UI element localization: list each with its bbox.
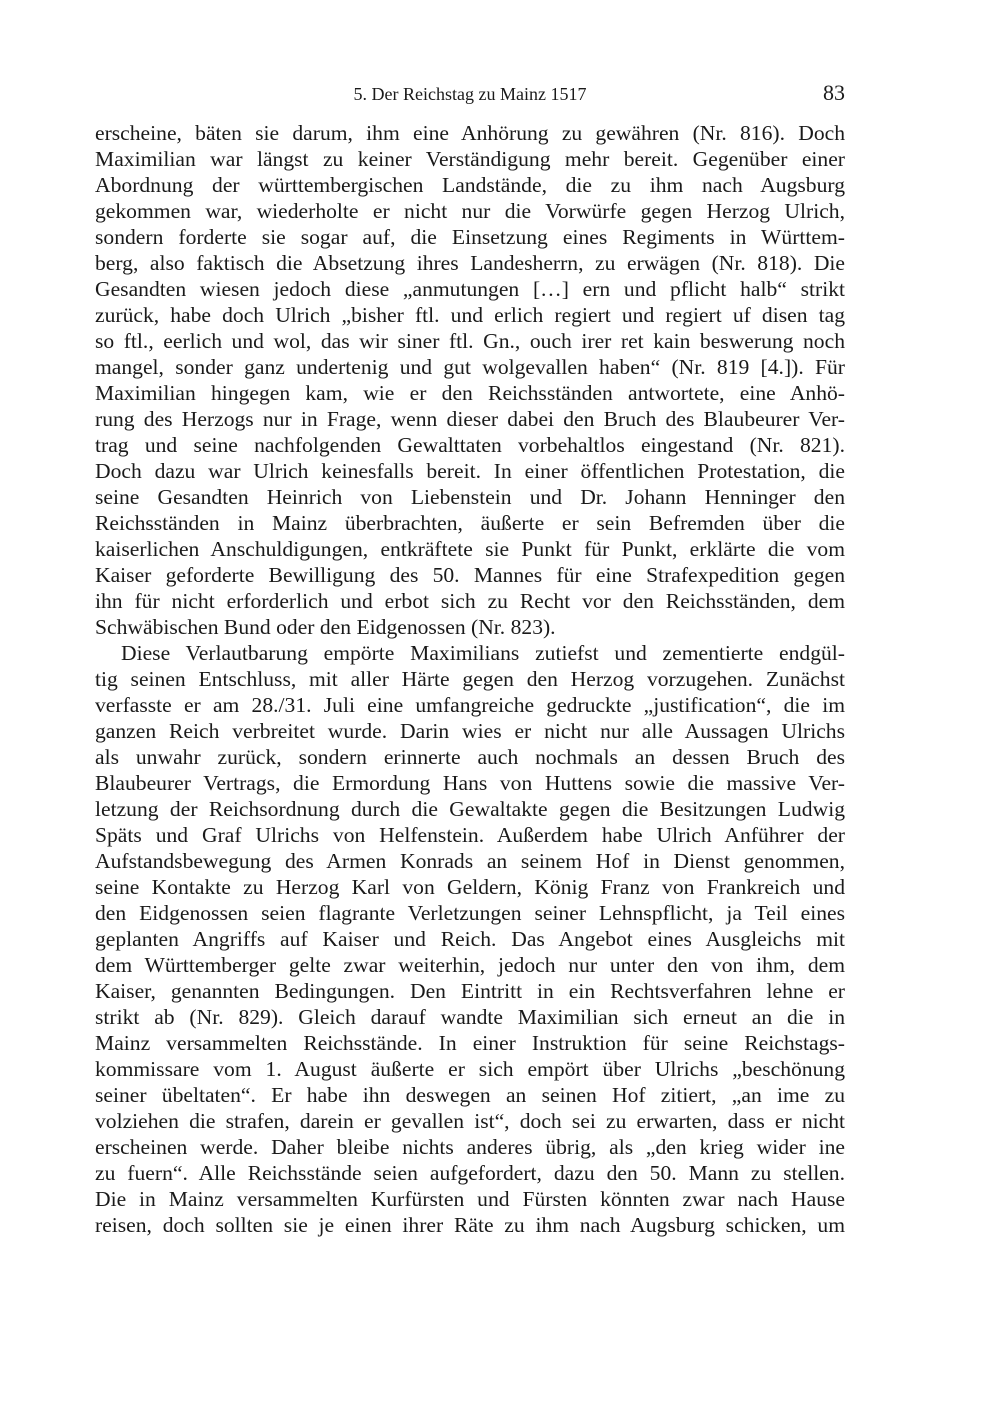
text-line: Späts und Graf Ulrichs von Helfenstein. Außerdem habe Ulrich Anführer der: [95, 823, 845, 847]
text-line: als unwahr zurück, sondern erinnerte auch nochmals an dessen Bruch des: [95, 745, 845, 769]
text-line: Die in Mainz versammelten Kurfürsten und Fürsten könnten zwar nach Hause: [95, 1187, 845, 1211]
paragraph: [95, 640, 845, 1238]
text-line: seine Kontakte zu Herzog Karl von Geldern, König Franz von Frankreich und: [95, 875, 845, 899]
text-line: zurück, habe doch Ulrich „bisher ftl. und erlich regiert und regiert uf disen tag: [95, 303, 845, 327]
text-line: erscheinen werde. Daher bleibe nichts anderes übrig, als „den krieg wider ine: [95, 1135, 845, 1159]
text-line: den Eidgenossen seien flagrante Verletzungen seiner Lehnspflicht, ja Teil eines: [95, 901, 845, 925]
text-line: trag und seine nachfolgenden Gewalttaten vorbehaltlos eingestand (Nr. 821).: [95, 433, 845, 457]
text-line: rung des Herzogs nur in Frage, wenn dieser dabei den Bruch des Blaubeurer Ver-: [95, 407, 845, 431]
text-line: seine Gesandten Heinrich von Liebenstein und Dr. Johann Henninger den: [95, 485, 845, 509]
text-line: berg, also faktisch die Absetzung ihres Landesherrn, zu erwägen (Nr. 818). Die: [95, 251, 845, 275]
text-line: kommissare vom 1. August äußerte er sich empört über Ulrichs „beschönung: [95, 1057, 845, 1081]
text-line: gekommen war, wiederholte er nicht nur die Vorwürfe gegen Herzog Ulrich,: [95, 199, 845, 223]
text-line: Mainz versammelten Reichsstände. In einer Instruktion für seine Reichstags-: [95, 1031, 845, 1055]
text-line: ihn für nicht erforderlich und erbot sich zu Recht vor den Reichsständen, dem: [95, 589, 845, 613]
text-line: seiner übeltaten“. Er habe ihn deswegen an seinen Hof zitiert, „an ime zu: [95, 1083, 845, 1107]
text-line: tig seinen Entschluss, mit aller Härte gegen den Herzog vorzugehen. Zunächst: [95, 667, 845, 691]
text-line: reisen, doch sollten sie je einen ihrer Räte zu ihm nach Augsburg schicken, um: [95, 1213, 845, 1237]
text-line: Schwäbischen Bund oder den Eidgenossen (Nr. 823).: [95, 615, 556, 639]
body-text: [95, 120, 845, 1238]
text-line: Blaubeurer Vertrags, die Ermordung Hans von Huttens sowie die massive Ver-: [95, 771, 845, 795]
text-line: Kaiser, genannten Bedingungen. Den Eintritt in ein Rechtsverfahren lehne er: [95, 979, 845, 1003]
text-line: Diese Verlautbarung empörte Maximilians zutiefst und zementierte endgül-: [121, 641, 845, 665]
running-title: 5. Der Reichstag zu Mainz 1517: [353, 84, 587, 104]
text-line: sondern forderte sie sogar auf, die Einsetzung eines Regiments in Württem-: [95, 225, 845, 249]
text-line: Doch dazu war Ulrich keinesfalls bereit. In einer öffentlichen Protestation, die: [95, 459, 845, 483]
text-line: Maximilian war längst zu keiner Verständigung mehr bereit. Gegenüber einer: [95, 147, 845, 171]
text-line: ganzen Reich verbreitet wurde. Darin wies er nicht nur alle Aussagen Ulrichs: [95, 719, 845, 743]
text-line: verfasste er am 28./31. Juli eine umfangreiche gedruckte „justification“, die im: [95, 693, 845, 717]
paragraph: [95, 120, 845, 640]
text-line: Abordnung der württembergischen Landstände, die zu ihm nach Augsburg: [95, 173, 845, 197]
text-line: Aufstandsbewegung des Armen Konrads an seinem Hof in Dienst genommen,: [95, 849, 845, 873]
text-line: volziehen die strafen, darein er gevallen ist“, doch sei zu erwarten, dass er nicht: [95, 1109, 845, 1133]
text-line: zu fuern“. Alle Reichsstände seien aufgefordert, dazu den 50. Mann zu stellen.: [95, 1161, 845, 1185]
text-line: so ftl., eerlich und wol, das wir siner ftl. Gn., ouch irer ret kain beswerung noch: [95, 329, 845, 353]
page-number: 83: [823, 80, 845, 105]
text-line: Reichsständen in Mainz überbrachten, äußerte er sein Befremden über die: [95, 511, 845, 535]
text-line: Kaiser geforderte Bewilligung des 50. Mannes für eine Strafexpedition gegen: [95, 563, 845, 587]
text-line: mangel, sonder ganz undertenig und gut wolgevallen haben“ (Nr. 819 [4.]). Für: [95, 355, 845, 379]
text-line: letzung der Reichsordnung durch die Gewaltakte gegen die Besitzungen Ludwig: [95, 797, 845, 821]
text-line: dem Württemberger gelte zwar weiterhin, jedoch nur unter den von ihm, dem: [95, 953, 845, 977]
running-head: [95, 80, 845, 108]
text-line: erscheine, bäten sie darum, ihm eine Anhörung zu gewähren (Nr. 816). Doch: [95, 121, 845, 145]
text-line: Maximilian hingegen kam, wie er den Reichsständen antwortete, eine Anhö-: [95, 381, 845, 405]
text-line: geplanten Angriffs auf Kaiser und Reich. Das Angebot eines Ausgleichs mit: [95, 927, 845, 951]
text-line: Gesandten wiesen jedoch diese „anmutungen […] ern und pflicht halb“ strikt: [95, 277, 845, 301]
text-line: strikt ab (Nr. 829). Gleich darauf wandte Maximilian sich erneut an die in: [95, 1005, 845, 1029]
text-line: kaiserlichen Anschuldigungen, entkräftete sie Punkt für Punkt, erklärte die vom: [95, 537, 845, 561]
